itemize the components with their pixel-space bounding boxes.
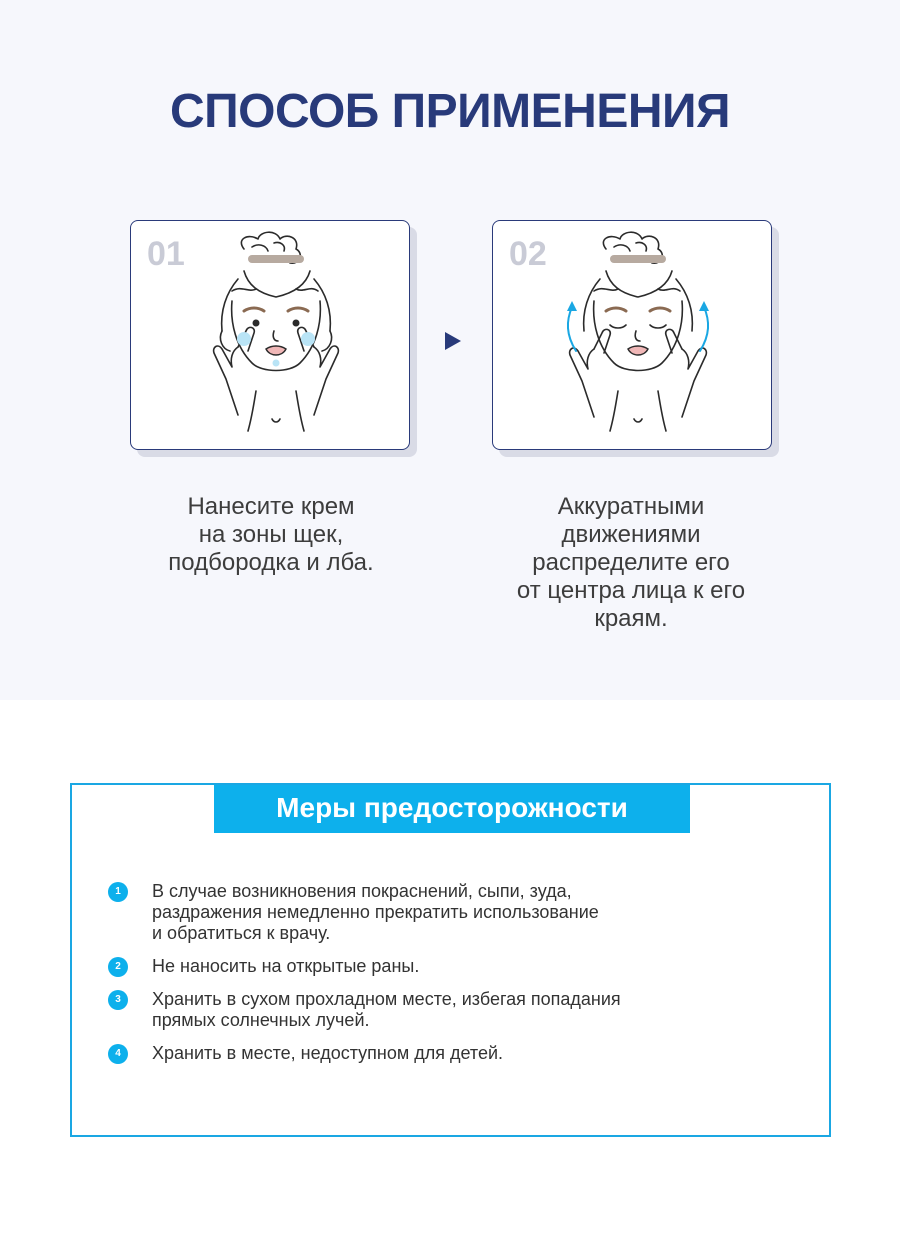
- list-item-text: Хранить в сухом прохладном месте, избегая попадания прямых солнечных лучей.: [152, 989, 621, 1030]
- list-item-text: Не наносить на открытые раны.: [152, 956, 420, 976]
- step-card-1: [130, 220, 410, 450]
- face-spreading-cream-icon: [548, 231, 728, 441]
- step-2-description: Аккуратными движениями распределите его от центра лица к его краям.: [516, 493, 746, 632]
- step-1-description: Нанесите крем на зоны щек, подбородка и лба.: [168, 493, 374, 576]
- list-item: [108, 1043, 758, 1064]
- step-number: 01: [147, 235, 185, 273]
- precautions-title: Меры предосторожности: [214, 785, 690, 833]
- list-item: [108, 989, 758, 1031]
- number-badge: 1: [108, 882, 128, 902]
- list-item-text: В случае возникновения покраснений, сыпи, зуда, раздражения немедленно прекратить использование и обратиться к врачу.: [152, 881, 599, 943]
- precautions-box: [70, 783, 831, 1137]
- list-item: [108, 956, 758, 977]
- list-item: [108, 881, 758, 944]
- list-item-text: Хранить в месте, недоступном для детей.: [152, 1043, 504, 1063]
- step-number: 02: [509, 235, 547, 273]
- page-title: СПОСОБ ПРИМЕНЕНИЯ: [170, 85, 730, 138]
- arrow-right-icon: [444, 331, 462, 351]
- number-badge: 3: [108, 990, 128, 1010]
- precautions-list: [108, 881, 758, 1064]
- number-badge: 4: [108, 1044, 128, 1064]
- face-applying-cream-icon: [186, 231, 366, 441]
- step-card-2: [492, 220, 772, 450]
- number-badge: 2: [108, 957, 128, 977]
